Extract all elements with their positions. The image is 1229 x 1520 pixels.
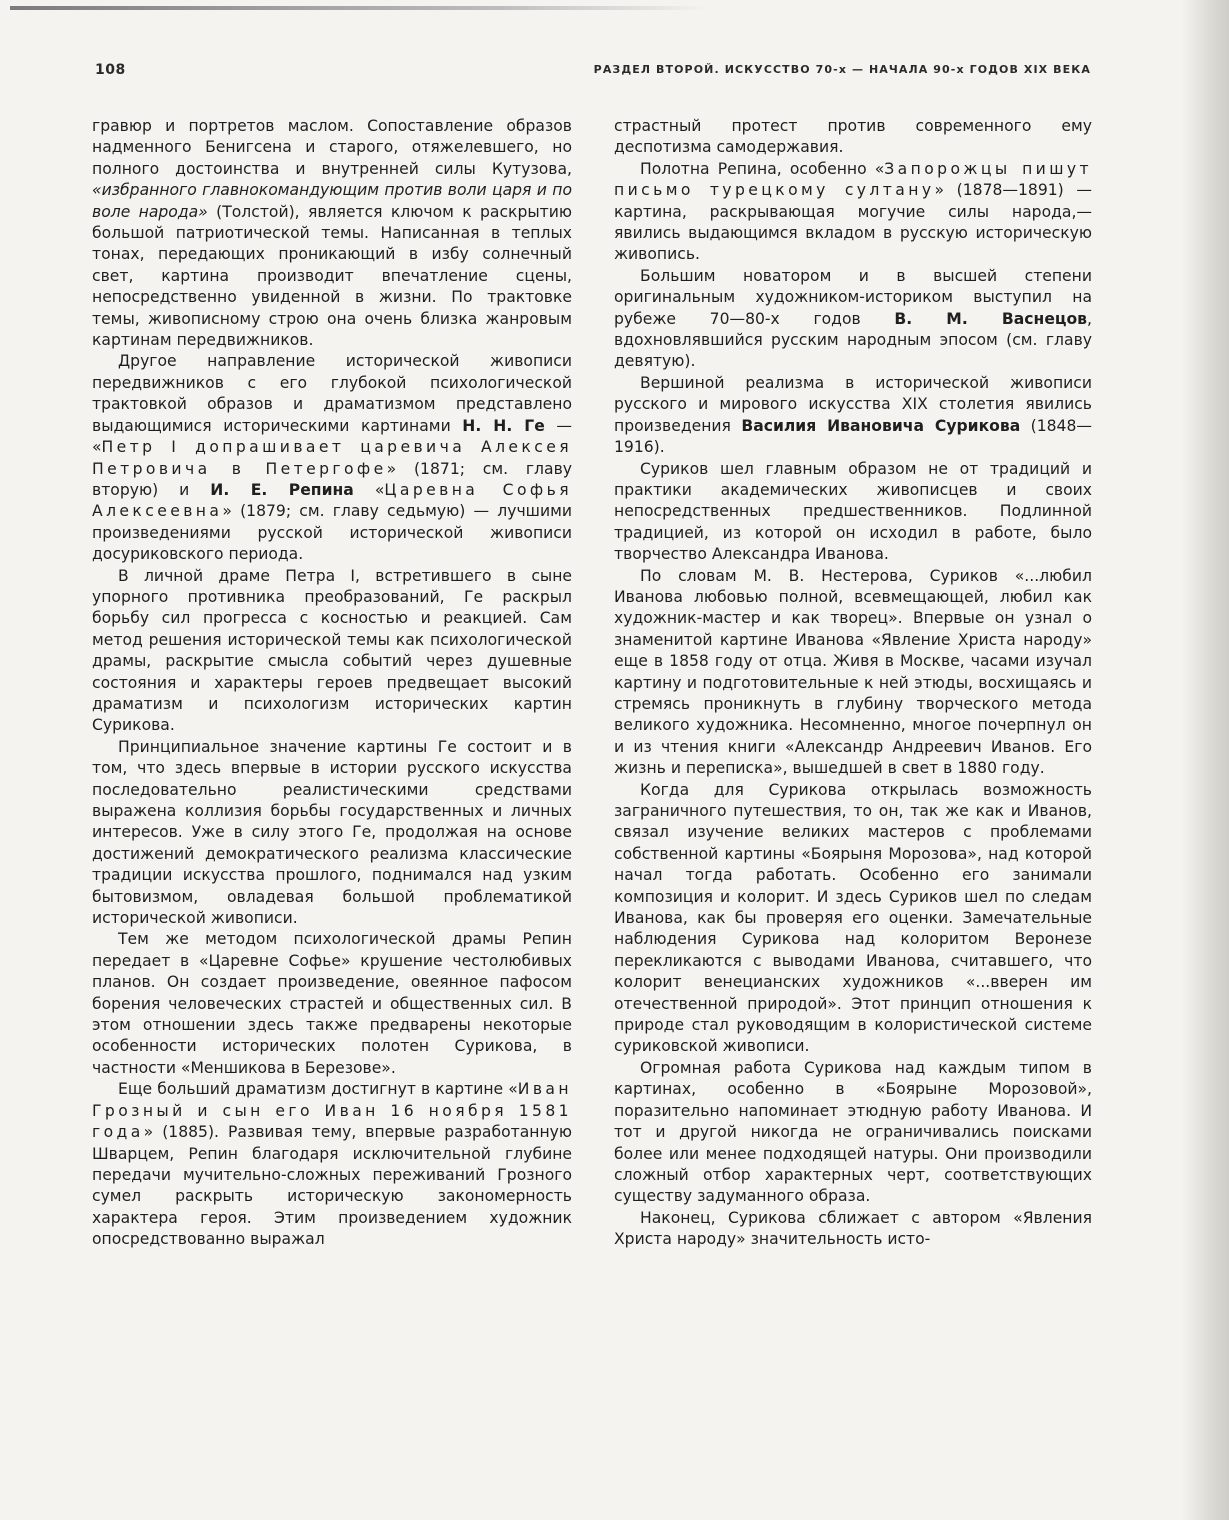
text-run: » (1879; см. главу седьмую) — лучшими произведениями русской исторической живописи досуриковского периода. (92, 502, 572, 564)
paragraph (614, 373, 1092, 459)
right-column (614, 116, 1092, 1251)
text-run: Полотна Репина, особенно « (640, 159, 885, 178)
painting-title: Петр I допрашивает царевича Алексея Петровича в Петергофе (92, 438, 572, 478)
paragraph: Огромная работа Сурикова над каждым типом в картинах, особенно в «Боярыне Морозовой», поразительно напоминает этюдную работу Иванова. И тот и другой никогда не ограничивались поисками более или менее подходящей натуры. Они производили сложный отбор характерных черт, соответствующих существу задуманного образа. (614, 1058, 1092, 1206)
paragraph: Принципиальное значение картины Ге состоит и в том, что здесь впервые в истории русского искусства последовательно реалистическими средствами выражена коллизия борьбы государственных и личных интересов. Уже в силу этого Ге, продолжая на основе достижений демократического реализма классические традиции искусства прошлого, поднимался над узким бытовизмом, овладевая большой проблематикой исторической живописи. (92, 737, 572, 928)
quote-italic: «избранного главнокомандующим против воли царя и по воле народа» (92, 181, 572, 221)
artist-name: И. Е. Репина (210, 480, 354, 499)
text-run: — « (92, 416, 572, 457)
text-run: « (353, 480, 385, 499)
painting-title: Царевна Софья Алексеевна (92, 480, 572, 521)
artist-name: В. М. Васнецов (894, 309, 1088, 328)
page-edge-shadow (1181, 0, 1229, 1520)
paragraph (92, 116, 572, 351)
running-head: РАЗДЕЛ ВТОРОЙ. ИСКУССТВО 70-х — НАЧАЛА 90-х ГОДОВ XIX ВЕКА (593, 63, 1091, 76)
top-scan-rule (10, 6, 710, 10)
paragraph (614, 159, 1092, 266)
paragraph (614, 266, 1092, 373)
text-run: , вдохновлявшийся русским народным эпосом (см. главу девятую). (614, 309, 1092, 371)
paragraph: страстный протест против современного ему деспотизма самодержавия. (614, 117, 1092, 157)
paragraph (92, 351, 572, 565)
painting-title: Иван Грозный и сын его Иван 16 ноября 1581 года (92, 1080, 572, 1142)
text-run: » (1878—1891) — картина, раскрывающая могучие силы народа,— явились выдающимся вкладом в русскую историческую живопись. (614, 181, 1092, 264)
text-run: Вершиной реализма в исторической живописи русского и мирового искусства XIX столетия явились произведения (614, 373, 1092, 435)
page-number: 108 (95, 62, 126, 78)
paragraph: Тем же методом психологической драмы Репин передает в «Царевне Софье» крушение честолюбивых планов. Он создает произведение, овеянное пафосом борения человеческих страстей и общественных сил. В этом отношении здесь также предварены некоторые особенности исторических полотен Сурикова, в частности «Меншикова в Березове». (92, 930, 572, 1077)
text-run: (1848—1916). (614, 416, 1092, 457)
artist-name: Н. Н. Ге (462, 416, 545, 435)
text-run: » (1885). Развивая тему, впервые разработанную Шварцем, Репин благодаря исключительной глубине передачи мучительно-сложных переживаний Грозного сумел раскрыть историческую закономерность характера героя. Этим произведением художник опосредствованно выражал (92, 1123, 572, 1249)
paragraph: В личной драме Петра I, встретившего в сыне упорного противника преобразований, Ге раскрыл борьбу сил прогресса с косностью и реакцией. Сам метод решения исторической темы как психологической драмы, раскрытие смысла событий через душевные состояния и характеры героев предвещает высокий драматизм и психологизм исторических картин Сурикова. (92, 566, 572, 735)
text-run: » (1871; см. главу вторую) и (92, 459, 572, 499)
paragraph (92, 1079, 572, 1250)
paragraph: Суриков шел главным образом не от традиций и практики академических живописцев и своих непосредственных предшественников. Подлинной традицией, из которой он исходил в работе, было творчество Александра Иванова. (614, 459, 1092, 564)
paragraph: Когда для Сурикова открылась возможность заграничного путешествия, то он, так же как и Иванов, связал изучение великих мастеров с проблемами собственной картины «Боярыня Морозова», над которой начал тогда работать. Особенно его занимали композиция и колорит. И здесь Суриков шел по следам Иванова, как бы проверяя его оценки. Замечательные наблюдения Сурикова над колоритом Веронезе перекликаются с выводами Иванова, считавшего, что колорит венецианских художников «...вверен им отечественной природой». Этот принцип отношения к природе стал руководящим в колористической системе суриковской живописи. (614, 780, 1092, 1056)
text-run: (Толстой), является ключом к раскрытию большой патриотической темы. Написанная в теплых тонах, передающих проникающий в избу солнечный свет, картина производит впечатление сцены, непосредственно увиденной в жизни. По трактовке темы, живописному строю она очень близка жанровым картинам передвижников. (92, 202, 572, 350)
text-run: гравюр и портретов маслом. Сопоставление образов надменного Бенигсена и старого, отяжелевшего, но полного достоинства и внутренней силы Кутузова, (92, 117, 572, 178)
paragraph: Наконец, Сурикова сближает с автором «Явления Христа народу» значительность исто- (614, 1208, 1092, 1249)
text-run: Большим новатором и в высшей степени оригинальным художником-историком выступил на рубеже 70—80-х годов (614, 266, 1092, 328)
paragraph: По словам М. В. Нестерова, Суриков «...любил Иванова любовью полной, всевмещающей, любил как художник-мастер и как творец». Впервые он узнал о знаменитой картине Иванова «Явление Христа народу» еще в 1858 году от отца. Живя в Москве, часами изучал картину и подготовительные к ней этюды, восхищаясь и стремясь проникнуть в глубину творческого метода великого художника. Несомненно, многое почерпнул он и из чтения книги «Александр Андреевич Иванов. Его жизнь и переписка», вышедшей в свет в 1880 году. (614, 566, 1092, 778)
text-run: Другое направление исторической живописи передвижников с его глубокой психологической трактовкой образов и драматизмом представлено выдающимися историческими картинами (92, 352, 572, 435)
artist-name: Василия Ивановича Сурикова (741, 416, 1021, 435)
left-column (92, 116, 572, 1251)
painting-title: Запорожцы пишут письмо турецкому султану (614, 159, 1092, 200)
text-run: Еще больший драматизм достигнут в картине « (118, 1080, 518, 1099)
